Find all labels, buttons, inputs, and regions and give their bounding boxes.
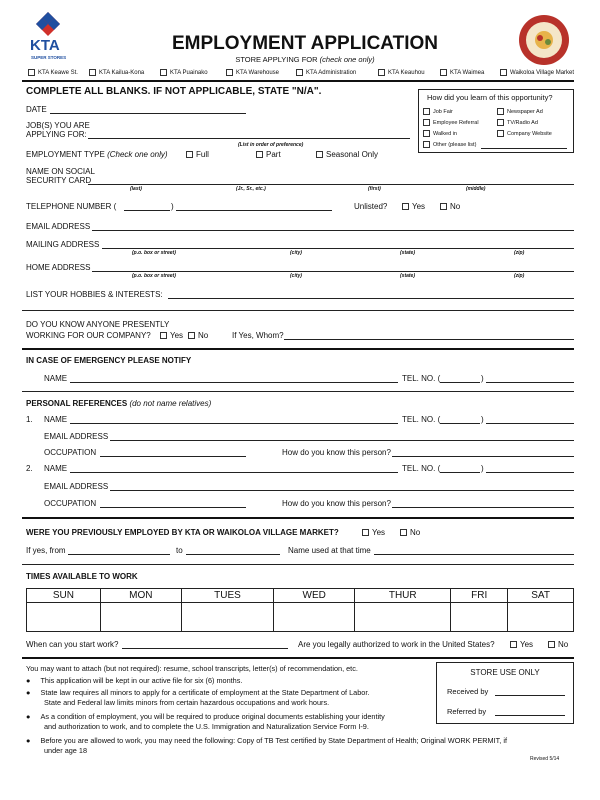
emergency-tel-label: TEL. NO. ( — [402, 374, 441, 383]
emergency-name-field[interactable] — [70, 382, 398, 383]
store-applying-label — [200, 55, 410, 64]
checkbox[interactable] — [226, 69, 233, 76]
hobbies-field[interactable] — [168, 298, 574, 299]
first-note: (first) — [368, 186, 381, 192]
yes-label: Yes — [520, 640, 534, 649]
jobs-label-2: APPLYING FOR: — [26, 130, 87, 139]
employment-part-option[interactable] — [256, 150, 281, 159]
no-label: No — [450, 202, 461, 211]
no-label: No — [410, 528, 421, 537]
po-box-note: (p.o. box or street) — [132, 250, 176, 256]
times-title: TIMES AVAILABLE TO WORK — [26, 572, 138, 581]
bullet-1 — [26, 676, 242, 685]
date-field[interactable] — [50, 113, 246, 114]
checkbox[interactable] — [186, 151, 193, 158]
learn-option-website[interactable] — [497, 130, 552, 137]
suffix-note: (Jr., Sr., etc.) — [236, 186, 266, 192]
know-label-2: WORKING FOR OUR COMPANY? — [26, 331, 151, 340]
preference-note: (List in order of preference) — [238, 142, 304, 148]
store-option-keawe[interactable] — [28, 69, 78, 76]
store-use-box — [436, 662, 574, 724]
learn-label: Job Fair — [433, 108, 453, 115]
availability-cell-mon[interactable] — [100, 603, 181, 632]
home-label: HOME ADDRESS — [26, 263, 91, 272]
whom-label: If Yes, Whom? — [232, 331, 284, 340]
checkbox[interactable] — [188, 332, 195, 339]
checkbox[interactable] — [423, 141, 430, 148]
reference-2-name-label: NAME — [44, 464, 68, 473]
bullet-2-text-b: State and Federal law limits minors from certain hazardous occupations and work hours. — [44, 698, 330, 707]
checkbox[interactable] — [423, 108, 430, 115]
state-note: (state) — [400, 273, 416, 279]
learn-title: How did you learn of this opportunity? — [427, 93, 553, 102]
received-label: Received by — [447, 687, 489, 696]
checkbox[interactable] — [548, 641, 555, 648]
date-label: DATE — [26, 105, 47, 114]
store-label: KTA Puainako — [170, 70, 208, 77]
availability-cell-fri[interactable] — [451, 603, 508, 632]
checkbox[interactable] — [497, 119, 504, 126]
referred-field[interactable] — [495, 715, 565, 716]
reference-2-email-label: EMAIL ADDRESS — [44, 482, 109, 491]
unlisted-yes-option[interactable] — [402, 202, 425, 211]
references-header — [26, 399, 211, 408]
start-label: When can you start work? — [26, 640, 119, 649]
availability-cell-thur[interactable] — [355, 603, 451, 632]
checkbox[interactable] — [500, 69, 507, 76]
checkbox[interactable] — [440, 203, 447, 210]
authorized-yes-option[interactable] — [510, 640, 533, 649]
reference-2-number: 2. — [26, 464, 33, 473]
day-header-sun: SUN — [27, 589, 101, 603]
previous-no-option[interactable] — [400, 528, 420, 537]
reference-1-number: 1. — [26, 415, 33, 424]
section-divider — [22, 657, 574, 659]
bullet-icon: ● — [26, 736, 31, 745]
from-field[interactable] — [68, 554, 170, 555]
learn-option-newspaper[interactable] — [497, 108, 543, 115]
last-note: (last) — [130, 186, 142, 192]
revised-note: Revised 5/14 — [530, 756, 560, 762]
reference-1-tel-paren: ) — [481, 415, 484, 424]
referred-label: Referred by — [447, 707, 487, 716]
store-option-waimea[interactable] — [440, 69, 484, 76]
attach-note: You may want to attach (but not required): resume, school transcripts, letter(s) of recommendation, etc. — [26, 664, 358, 673]
store-label: KTA Administration — [306, 70, 357, 77]
previous-yes-option[interactable] — [362, 528, 385, 537]
yes-label: Yes — [412, 202, 426, 211]
telephone-paren: ) — [171, 202, 174, 211]
bullet-3-text-a: As a condition of employment, you will be required to produce original documents establishing your identity — [40, 712, 385, 721]
reference-2-occupation-field[interactable] — [100, 507, 246, 508]
store-option-administration[interactable] — [296, 69, 356, 76]
store-label: KTA Keawe St. — [38, 70, 78, 77]
name-used-label: Name used at that time — [288, 546, 371, 555]
received-field[interactable] — [495, 695, 565, 696]
reference-2-occupation-label: OCCUPATION — [44, 499, 97, 508]
jobs-field[interactable] — [88, 138, 410, 139]
learn-label: Walked in — [433, 130, 457, 137]
checkbox[interactable] — [28, 69, 35, 76]
learn-label: TV/Radio Ad — [507, 119, 538, 126]
no-label: No — [198, 331, 209, 340]
reference-2-area-code-field[interactable] — [440, 472, 480, 473]
full-label: Full — [196, 150, 209, 159]
checkbox[interactable] — [362, 529, 369, 536]
store-label: KTA Kailua-Kona — [99, 70, 145, 77]
previous-question: WERE YOU PREVIOUSLY EMPLOYED BY KTA OR WAIKOLOA VILLAGE MARKET? — [26, 528, 339, 537]
emergency-area-code-field[interactable] — [440, 382, 480, 383]
checkbox[interactable] — [400, 529, 407, 536]
checkbox[interactable] — [256, 151, 263, 158]
reference-1-area-code-field[interactable] — [440, 423, 480, 424]
bullet-4-text-b: under age 18 — [44, 746, 88, 755]
kta-logo — [28, 10, 68, 62]
zip-note: (zip) — [514, 250, 525, 256]
store-option-keauhou[interactable] — [378, 69, 425, 76]
instructions: COMPLETE ALL BLANKS. IF NOT APPLICABLE, STATE "N/A". — [26, 86, 322, 97]
reference-1-name-label: NAME — [44, 415, 68, 424]
telephone-field[interactable] — [176, 210, 332, 211]
emergency-tel-paren: ) — [481, 374, 484, 383]
checkbox[interactable] — [402, 203, 409, 210]
bullet-3 — [26, 712, 385, 732]
day-header-mon: MON — [100, 589, 181, 603]
reference-1-name-field[interactable] — [70, 423, 398, 424]
telephone-label: TELEPHONE NUMBER ( — [26, 202, 117, 211]
waikoloa-seal-icon — [518, 14, 570, 66]
home-address-field[interactable] — [92, 271, 574, 272]
reference-2-how-field[interactable] — [392, 507, 574, 508]
authorized-label: Are you legally authorized to work in the United States? — [298, 640, 495, 649]
waikoloa-seal — [518, 14, 570, 66]
start-field[interactable] — [122, 648, 288, 649]
section-divider — [22, 391, 574, 392]
bullet-4 — [26, 736, 507, 756]
availability-table — [26, 588, 574, 632]
section-divider — [22, 517, 574, 519]
emergency-name-label: NAME — [44, 374, 68, 383]
po-box-note: (p.o. box or street) — [132, 273, 176, 279]
bullet-2-text-a: State law requires all minors to apply for a certificate of employment at the State Department of Labor. — [40, 688, 370, 697]
hobbies-label: LIST YOUR HOBBIES & INTERESTS: — [26, 290, 163, 299]
employment-seasonal-option[interactable] — [316, 150, 378, 159]
checkbox[interactable] — [497, 130, 504, 137]
checkbox[interactable] — [440, 69, 447, 76]
store-option-puainako[interactable] — [160, 69, 208, 76]
zip-note: (zip) — [514, 273, 525, 279]
part-label: Part — [266, 150, 281, 159]
know-no-option[interactable] — [188, 331, 208, 340]
employment-type-text: EMPLOYMENT TYPE — [26, 150, 105, 159]
employment-type-note: (Check one only) — [107, 150, 168, 159]
reference-1-occupation-label: OCCUPATION — [44, 448, 97, 457]
checkbox[interactable] — [296, 69, 303, 76]
availability-cell-sun[interactable] — [27, 603, 101, 632]
mailing-label: MAILING ADDRESS — [26, 240, 100, 249]
availability-input-row — [27, 603, 574, 632]
learn-label: Newspaper Ad — [507, 108, 543, 115]
learn-option-referral[interactable] — [423, 119, 479, 126]
day-header-wed: WED — [274, 589, 355, 603]
yes-label: Yes — [372, 528, 386, 537]
day-header-fri: FRI — [451, 589, 508, 603]
whom-field[interactable] — [284, 339, 574, 340]
to-field[interactable] — [186, 554, 280, 555]
checkbox[interactable] — [378, 69, 385, 76]
to-label: to — [176, 546, 183, 555]
bullet-icon: ● — [26, 712, 31, 721]
learn-option-other[interactable] — [423, 141, 476, 148]
learn-option-tv-radio[interactable] — [497, 119, 538, 126]
reference-1-occupation-field[interactable] — [100, 456, 246, 457]
know-yes-option[interactable] — [160, 331, 183, 340]
reference-1-email-field[interactable] — [110, 440, 574, 441]
employment-full-option[interactable] — [186, 150, 209, 159]
store-label: Waikoloa Village Market — [510, 70, 575, 77]
employment-type-label — [26, 150, 168, 159]
no-label: No — [558, 640, 569, 649]
bullet-1-text: This application will be kept in our active file for six (6) months. — [40, 676, 243, 685]
store-label: KTA Waimea — [450, 70, 485, 77]
emergency-tel-field[interactable] — [486, 382, 574, 383]
email-field[interactable] — [92, 230, 574, 231]
day-header-sat: SAT — [508, 589, 574, 603]
checkbox[interactable] — [316, 151, 323, 158]
bullet-2 — [26, 688, 369, 708]
reference-1-how-field[interactable] — [392, 456, 574, 457]
email-label: EMAIL ADDRESS — [26, 222, 91, 231]
other-field[interactable] — [481, 148, 567, 149]
unlisted-label: Unlisted? — [354, 202, 388, 211]
jobs-label-1: JOB(S) YOU ARE — [26, 121, 90, 130]
availability-header-row — [27, 589, 574, 603]
reference-2-tel-paren: ) — [481, 464, 484, 473]
know-label-1: DO YOU KNOW ANYONE PRESENTLY — [26, 320, 170, 329]
reference-2-how-label: How do you know this person? — [282, 499, 391, 508]
learn-label: Other (please list) — [433, 141, 477, 148]
unlisted-no-option[interactable] — [440, 202, 460, 211]
store-label: KTA Warehouse — [236, 70, 280, 77]
availability-cell-wed[interactable] — [274, 603, 355, 632]
checkbox[interactable] — [160, 69, 167, 76]
page-title: EMPLOYMENT APPLICATION — [172, 33, 438, 54]
reference-1-how-label: How do you know this person? — [282, 448, 391, 457]
references-note: (do not name relatives) — [129, 399, 212, 408]
section-divider — [22, 310, 574, 311]
reference-1-tel-field[interactable] — [486, 423, 574, 424]
name-used-field[interactable] — [374, 554, 574, 555]
learn-option-walked-in[interactable] — [423, 130, 457, 137]
mailing-address-field[interactable] — [102, 248, 574, 249]
from-label: If yes, from — [26, 546, 66, 555]
learn-label: Company Website — [507, 130, 552, 137]
store-option-kailua-kona[interactable] — [89, 69, 144, 76]
bullet-icon: ● — [26, 676, 31, 685]
checkbox[interactable] — [423, 119, 430, 126]
yes-label: Yes — [170, 331, 184, 340]
checkbox[interactable] — [423, 130, 430, 137]
ss-name-field[interactable] — [88, 184, 574, 185]
store-option-warehouse[interactable] — [226, 69, 279, 76]
reference-2-tel-field[interactable] — [486, 472, 574, 473]
reference-1-email-label: EMAIL ADDRESS — [44, 432, 109, 441]
logo-subtext: SUPER STORES — [31, 55, 67, 60]
references-title: PERSONAL REFERENCES — [26, 399, 128, 408]
store-label: KTA Keauhou — [388, 70, 425, 77]
store-use-title: STORE USE ONLY — [470, 668, 540, 677]
bullet-4-text-a: Before you are allowed to work, you may need the following: Copy of TB Test certified by State Department of Health; Original WORK PERMIT, if — [40, 736, 507, 745]
learn-option-job-fair[interactable] — [423, 108, 453, 115]
bullet-3-text-b: and authorization to work, and to complete the U.S. Immigration and Naturalization Service Form I-9. — [44, 722, 369, 731]
store-option-waikoloa[interactable] — [500, 69, 574, 76]
learn-label: Employee Referral — [433, 119, 479, 126]
store-applying-text: STORE APPLYING FOR — [235, 55, 318, 64]
authorized-no-option[interactable] — [548, 640, 568, 649]
checkbox[interactable] — [160, 332, 167, 339]
emergency-title: IN CASE OF EMERGENCY PLEASE NOTIFY — [26, 356, 192, 365]
checkbox[interactable] — [89, 69, 96, 76]
reference-2-email-field[interactable] — [110, 490, 574, 491]
bullet-icon: ● — [26, 688, 31, 697]
learn-box — [418, 89, 574, 153]
seasonal-label: Seasonal Only — [326, 150, 379, 159]
city-note: (city) — [290, 273, 302, 279]
reference-2-tel-label: TEL. NO. ( — [402, 464, 441, 473]
checkbox[interactable] — [497, 108, 504, 115]
section-divider — [22, 348, 574, 350]
city-note: (city) — [290, 250, 302, 256]
name-label-1: NAME ON SOCIAL — [26, 167, 95, 176]
logo-text: KTA — [30, 37, 60, 54]
availability-cell-tues[interactable] — [181, 603, 273, 632]
state-note: (state) — [400, 250, 416, 256]
reference-2-name-field[interactable] — [70, 472, 398, 473]
section-divider — [22, 564, 574, 565]
day-header-thur: THUR — [355, 589, 451, 603]
day-header-tues: TUES — [181, 589, 273, 603]
reference-1-tel-label: TEL. NO. ( — [402, 415, 441, 424]
name-label-2: SECURITY CARD — [26, 176, 92, 185]
checkbox[interactable] — [510, 641, 517, 648]
check-one-note: (check one only) — [319, 55, 375, 64]
header-divider — [22, 80, 574, 82]
middle-note: (middle) — [466, 186, 486, 192]
availability-cell-sat[interactable] — [508, 603, 574, 632]
area-code-field[interactable] — [124, 210, 170, 211]
